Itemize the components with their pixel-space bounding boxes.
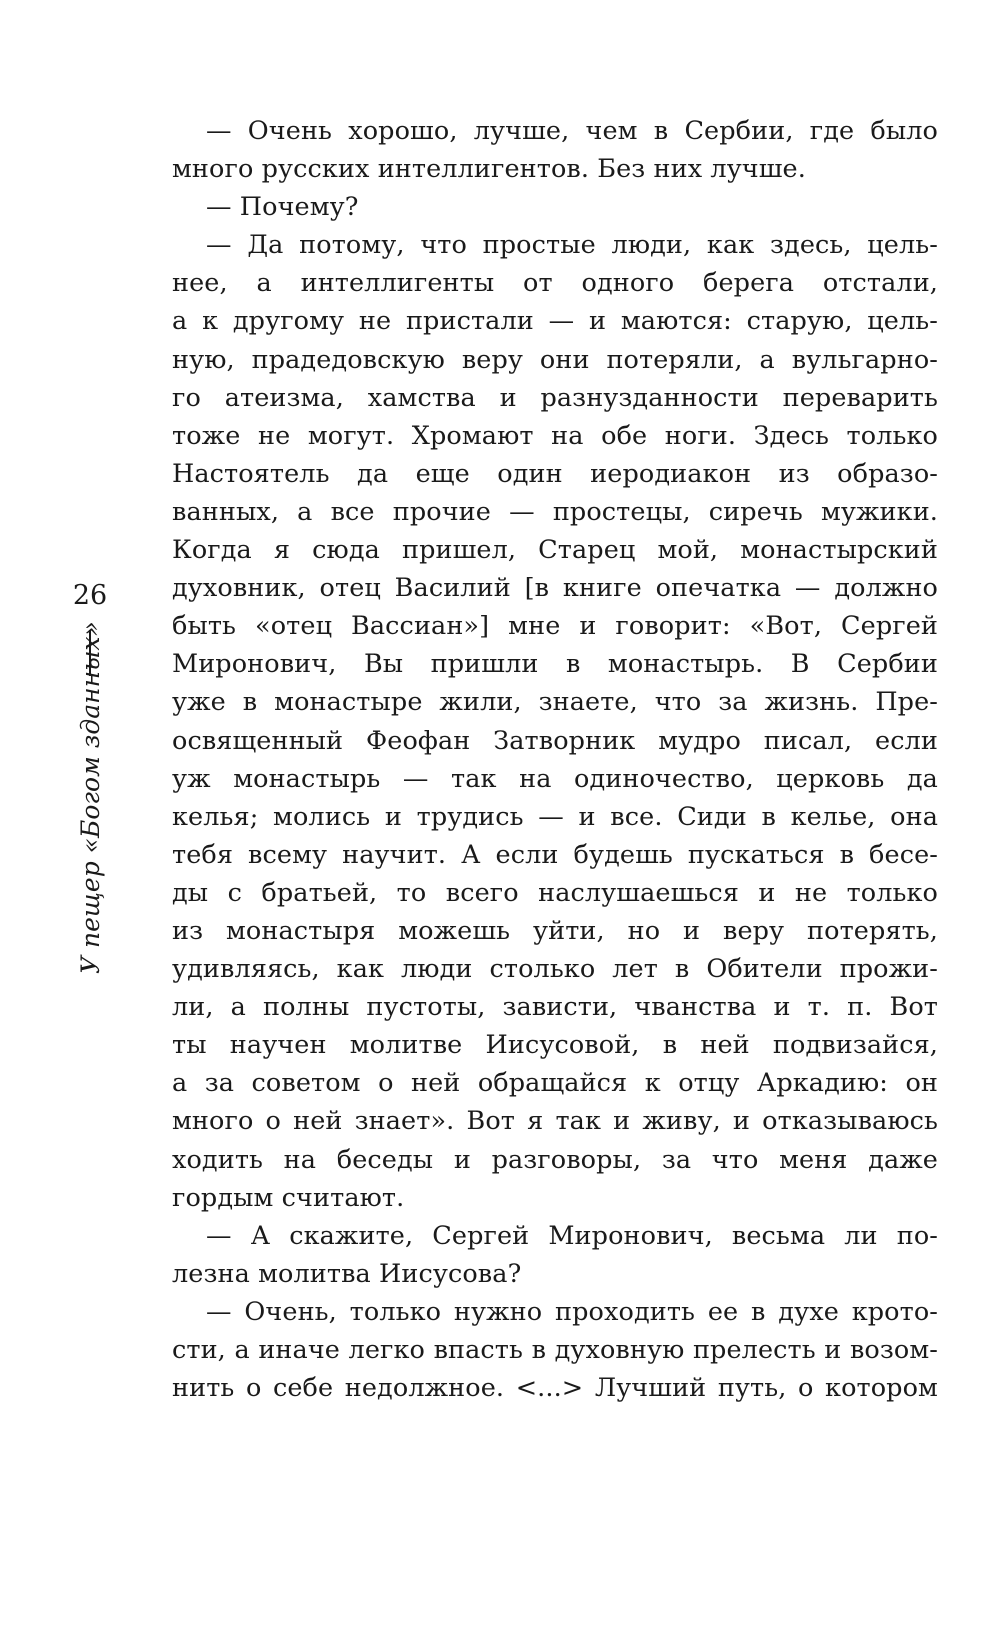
text-line: ходить на беседы и разговоры, за что меня даже [172,1144,938,1175]
running-title: У пещер «Богом зданных» [76,621,105,974]
text-line: ванных, а все прочие — простецы, сиречь мужики. [172,496,938,527]
text-line: а к другому не пристали — и маются: старую, цель- [172,306,938,337]
text-line: уж монастырь — так на одиночество, церковь да [172,763,938,794]
text-line: освященный Феофан Затворник мудро писал, если [172,725,938,756]
text-line: нить о себе недолжное. <...> Лучший путь, о котором [172,1373,938,1404]
text-line: лезна молитва Иисусова? [172,1258,522,1289]
text-line: — А скажите, Сергей Миронович, весьма ли по- [206,1220,938,1251]
text-line: — Почему? [206,192,359,223]
text-line: духовник, отец Василий [в книге опечатка — должно [172,573,938,604]
text-line: гордым считают. [172,1182,405,1213]
text-line: ную, прадедовскую веру они потеряли, а вульгарно- [172,344,938,375]
text-line: Миронович, Вы пришли в монастырь. В Сербии [172,649,938,680]
page-number: 26 [72,580,108,611]
text-line: — Очень хорошо, лучше, чем в Сербии, где было [206,116,938,146]
text-line: Настоятель да еще один иеродиакон из образо- [172,458,938,489]
text-line: сти, а иначе легко впасть в духовную прелесть и возом- [172,1335,938,1365]
text-line: а за советом о ней обращайся к отцу Аркадию: он [172,1068,938,1099]
text-line: быть «отец Вассиан»] мне и говорит: «Вот, Сергей [172,611,938,642]
text-line: много о ней знает». Вот я так и живу, и отказываюсь [172,1106,938,1137]
text-line: из монастыря можешь уйти, но и веру потерять, [172,915,938,946]
text-line: ли, а полны пустоты, зависти, чванства и т. п. Вот [172,992,938,1023]
text-line: нее, а интеллигенты от одного берега отстали, [172,268,938,299]
text-line: — Очень, только нужно проходить ее в духе крото- [206,1296,938,1327]
text-line: келья; молись и трудись — и все. Сиди в келье, она [172,801,938,832]
text-line: го атеизма, хамства и разнузданности переварить [172,382,938,413]
text-line: — Да потому, что простые люди, как здесь, цель- [206,230,938,261]
body-text [172,112,938,1407]
text-line: уже в монастыре жили, знаете, что за жизнь. Пре- [172,687,938,718]
text-line: удивляясь, как люди столько лет в Обители прожи- [172,954,938,985]
text-line: тебя всему научит. А если будешь пускаться в бесе- [172,839,938,870]
text-line: Когда я сюда пришел, Старец мой, монастырский [172,535,938,566]
text-line: ты научен молитве Иисусовой, в ней подвизайся, [172,1030,938,1061]
page-margin [60,580,120,1020]
text-line: много русских интеллигентов. Без них лучше. [172,154,806,185]
text-line: тоже не могут. Хромают на обе ноги. Здесь только [172,420,938,451]
text-line: ды с братьей, то всего наслушаешься и не только [172,877,938,908]
